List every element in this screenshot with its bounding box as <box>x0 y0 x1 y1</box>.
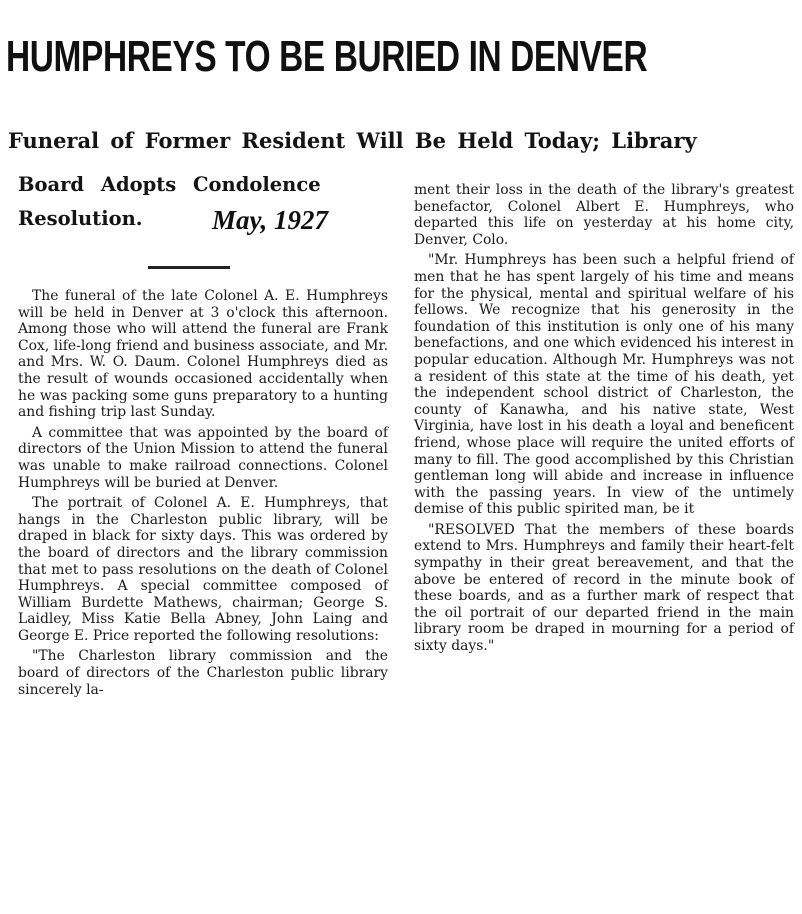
paragraph: ment their loss in the death of the library's greatest benefactor, Colonel Albert E. Humphreys, who departed this life on yesterday at his home city, Denver, Colo. <box>414 182 794 248</box>
handwritten-date: May, 1927 <box>212 205 328 235</box>
paragraph: "Mr. Humphreys has been such a helpful friend of men that he has spent largely of his time and means for the physical, mental and spiritual welfare of his fellows. We recognize that his generosity in the foundation of this institution is only one of his many benefactions, and one which evidenced his interest in popular education. Although Mr. Humphreys was not a resident of this state at the time of his death, yet the independent school district of Charleston, the county of Kanawha, and his native state, West Virginia, have lost in his death a loyal and beneficent friend, whose place will require the united efforts of many to fill. The good accomplished by this Christian gentleman long will abide and increase in influence with the passing years. In view of the untimely demise of this public spirited man, be it <box>414 252 794 518</box>
paragraph: "The Charleston library commission and the board of directors of the Charleston public library sincerely la- <box>18 648 388 698</box>
left-column <box>18 288 388 702</box>
paragraph: "RESOLVED That the members of these boards extend to Mrs. Humphreys and family their heart-felt sympathy in their great bereavement, and that the above be entered of record in the minute book of these boards, and as a further mark of respect that the oil portrait of our departed friend in the main library room be draped in mourning for a period of sixty days." <box>414 521 794 655</box>
headline: HUMPHREYS TO BE BURIED IN DENVER <box>6 32 648 81</box>
divider-rule <box>148 266 230 269</box>
paragraph: A committee that was appointed by the board of directors of the Union Mission to attend the funeral was unable to make railroad connections. Colonel Humphreys will be buried at Denver. <box>18 424 388 491</box>
paragraph: The portrait of Colonel A. E. Humphreys, that hangs in the Charleston public library, will be draped in black for sixty days. This was ordered by the board of directors and the library commission that met to pass resolutions on the death of Colonel Humphreys. A special committee composed of William Burdette Mathews, chairman; George S. Laidley, Miss Katie Bella Abney, John Laing and George E. Price reported the following resolutions: <box>18 495 388 644</box>
subheadline-line-1: Funeral of Former Resident Will Be Held Today; Library <box>8 128 697 153</box>
subheadline-line-2: Board Adopts Condolence Resolution. <box>18 173 321 230</box>
paragraph: The funeral of the late Colonel A. E. Humphreys will be held in Denver at 3 o'clock this afternoon. Among those who will attend the funeral are Frank Cox, life-long friend and business associate, and Mr. and Mrs. W. O. Daum. Colonel Humphreys died as the result of wounds occasioned accidentally when he was packing some guns preparatory to a hunting and fishing trip last Sunday. <box>18 288 388 421</box>
right-column <box>414 182 794 659</box>
